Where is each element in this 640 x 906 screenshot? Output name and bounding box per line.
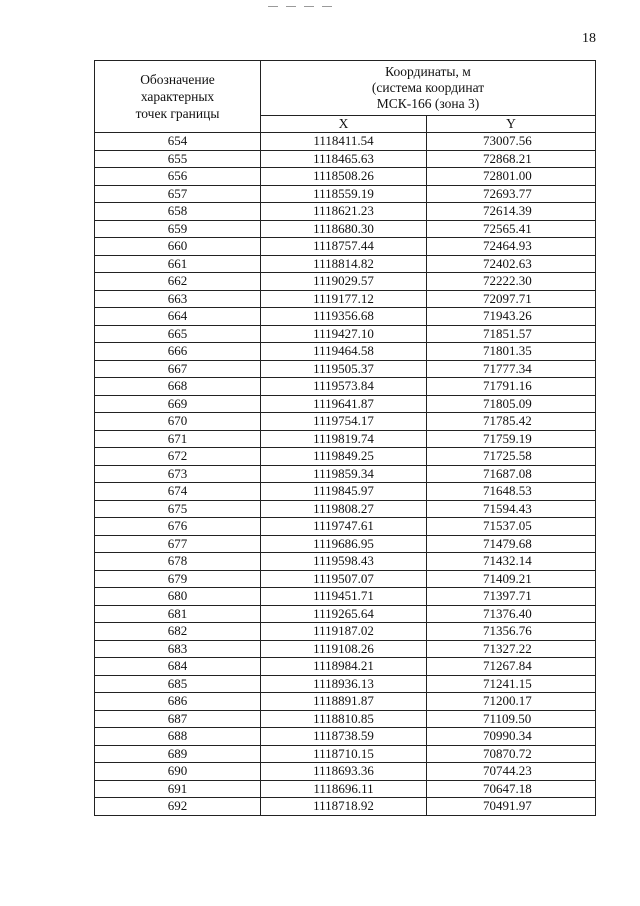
point-cell: 656 <box>95 168 261 186</box>
table-body <box>95 133 596 816</box>
coords-header-line: МСК-166 (зона 3) <box>376 96 480 111</box>
point-cell: 675 <box>95 500 261 518</box>
x-coordinate-cell: 1119177.12 <box>261 290 427 308</box>
y-coordinate-cell: 70491.97 <box>427 798 596 816</box>
scan-mark <box>322 6 332 7</box>
x-coordinate-cell: 1119356.68 <box>261 308 427 326</box>
point-cell: 684 <box>95 658 261 676</box>
table-row <box>95 220 596 238</box>
point-cell: 691 <box>95 780 261 798</box>
point-header-line: Обозначение <box>140 72 215 87</box>
point-cell: 682 <box>95 623 261 641</box>
table-row <box>95 675 596 693</box>
point-cell: 677 <box>95 535 261 553</box>
y-coordinate-cell: 71376.40 <box>427 605 596 623</box>
point-cell: 690 <box>95 763 261 781</box>
table-row <box>95 570 596 588</box>
y-coordinate-cell: 71409.21 <box>427 570 596 588</box>
scan-mark <box>268 6 278 7</box>
point-cell: 662 <box>95 273 261 291</box>
point-cell: 670 <box>95 413 261 431</box>
point-cell: 672 <box>95 448 261 466</box>
table-row <box>95 378 596 396</box>
x-coordinate-cell: 1119598.43 <box>261 553 427 571</box>
coords-header-line: (система координат <box>371 80 485 95</box>
point-cell: 663 <box>95 290 261 308</box>
coordinates-column-header <box>261 61 596 116</box>
point-cell: 671 <box>95 430 261 448</box>
y-coordinate-cell: 71725.58 <box>427 448 596 466</box>
table-row <box>95 413 596 431</box>
x-coordinate-cell: 1118710.15 <box>261 745 427 763</box>
point-cell: 686 <box>95 693 261 711</box>
header-row-top <box>95 61 596 116</box>
table-row <box>95 728 596 746</box>
x-coordinate-cell: 1119108.26 <box>261 640 427 658</box>
y-coordinate-cell: 71397.71 <box>427 588 596 606</box>
point-cell: 669 <box>95 395 261 413</box>
point-cell: 654 <box>95 133 261 151</box>
scan-mark <box>286 6 296 7</box>
y-coordinate-cell: 71759.19 <box>427 430 596 448</box>
y-coordinate-cell: 71200.17 <box>427 693 596 711</box>
point-cell: 679 <box>95 570 261 588</box>
table-row <box>95 150 596 168</box>
y-coordinate-cell: 71109.50 <box>427 710 596 728</box>
point-cell: 664 <box>95 308 261 326</box>
table-row <box>95 623 596 641</box>
page-number: 18 <box>582 31 596 46</box>
y-coordinate-cell: 70990.34 <box>427 728 596 746</box>
table-row <box>95 133 596 151</box>
x-coordinate-cell: 1118891.87 <box>261 693 427 711</box>
point-cell: 674 <box>95 483 261 501</box>
point-cell: 665 <box>95 325 261 343</box>
x-coordinate-cell: 1119573.84 <box>261 378 427 396</box>
y-coordinate-cell: 70744.23 <box>427 763 596 781</box>
y-coordinate-cell: 71943.26 <box>427 308 596 326</box>
table-row <box>95 798 596 816</box>
table-row <box>95 640 596 658</box>
point-cell: 658 <box>95 203 261 221</box>
x-coordinate-cell: 1119859.34 <box>261 465 427 483</box>
x-coordinate-cell: 1119819.74 <box>261 430 427 448</box>
table-row <box>95 290 596 308</box>
x-coordinate-cell: 1119265.64 <box>261 605 427 623</box>
x-coordinate-cell: 1118693.36 <box>261 763 427 781</box>
table-row <box>95 745 596 763</box>
table-row <box>95 710 596 728</box>
table-row <box>95 658 596 676</box>
coords-header-line: Координаты, м <box>385 64 471 79</box>
table-row <box>95 203 596 221</box>
point-cell: 689 <box>95 745 261 763</box>
point-cell: 666 <box>95 343 261 361</box>
point-cell: 685 <box>95 675 261 693</box>
x-coordinate-cell: 1119427.10 <box>261 325 427 343</box>
x-coordinate-cell: 1118696.11 <box>261 780 427 798</box>
table-row <box>95 360 596 378</box>
x-coordinate-cell: 1119747.61 <box>261 518 427 536</box>
x-coordinate-cell: 1119686.95 <box>261 535 427 553</box>
y-coordinate-cell: 71479.68 <box>427 535 596 553</box>
point-cell: 680 <box>95 588 261 606</box>
x-coordinate-cell: 1118680.30 <box>261 220 427 238</box>
table-row <box>95 308 596 326</box>
y-coordinate-cell: 71594.43 <box>427 500 596 518</box>
y-coordinate-cell: 71327.22 <box>427 640 596 658</box>
y-coordinate-cell: 72693.77 <box>427 185 596 203</box>
y-coordinate-cell: 72868.21 <box>427 150 596 168</box>
point-cell: 667 <box>95 360 261 378</box>
x-coordinate-cell: 1118810.85 <box>261 710 427 728</box>
x-coordinate-cell: 1119849.25 <box>261 448 427 466</box>
x-coordinate-cell: 1118814.82 <box>261 255 427 273</box>
y-coordinate-cell: 71356.76 <box>427 623 596 641</box>
table-row <box>95 448 596 466</box>
point-cell: 688 <box>95 728 261 746</box>
y-coordinate-cell: 70647.18 <box>427 780 596 798</box>
x-coordinate-cell: 1119505.37 <box>261 360 427 378</box>
x-coordinate-cell: 1119029.57 <box>261 273 427 291</box>
point-header-line: характерных <box>140 89 215 104</box>
table-row <box>95 273 596 291</box>
y-coordinate-cell: 72097.71 <box>427 290 596 308</box>
x-coordinate-cell: 1118984.21 <box>261 658 427 676</box>
table-row <box>95 465 596 483</box>
x-coordinate-cell: 1119641.87 <box>261 395 427 413</box>
y-coordinate-cell: 71537.05 <box>427 518 596 536</box>
table-row <box>95 535 596 553</box>
y-coordinate-cell: 72614.39 <box>427 203 596 221</box>
table-row <box>95 255 596 273</box>
table-row <box>95 325 596 343</box>
table-row <box>95 238 596 256</box>
x-coordinate-cell: 1118757.44 <box>261 238 427 256</box>
x-coordinate-cell: 1118738.59 <box>261 728 427 746</box>
x-coordinate-cell: 1118465.63 <box>261 150 427 168</box>
y-coordinate-cell: 72222.30 <box>427 273 596 291</box>
table-row <box>95 693 596 711</box>
table-row <box>95 168 596 186</box>
y-coordinate-cell: 71267.84 <box>427 658 596 676</box>
x-coordinate-cell: 1119451.71 <box>261 588 427 606</box>
table-row <box>95 395 596 413</box>
y-coordinate-cell: 71648.53 <box>427 483 596 501</box>
y-coordinate-cell: 71851.57 <box>427 325 596 343</box>
y-coordinate-cell: 73007.56 <box>427 133 596 151</box>
y-coordinate-cell: 71432.14 <box>427 553 596 571</box>
table-row <box>95 430 596 448</box>
point-cell: 687 <box>95 710 261 728</box>
point-column-header <box>95 61 261 133</box>
x-coordinate-cell: 1119845.97 <box>261 483 427 501</box>
x-coordinate-cell: 1119464.58 <box>261 343 427 361</box>
table-row <box>95 343 596 361</box>
table-header <box>95 61 596 133</box>
scan-mark <box>304 6 314 7</box>
y-coordinate-cell: 70870.72 <box>427 745 596 763</box>
point-cell: 692 <box>95 798 261 816</box>
table-row <box>95 588 596 606</box>
point-cell: 659 <box>95 220 261 238</box>
x-coordinate-cell: 1119507.07 <box>261 570 427 588</box>
table-row <box>95 763 596 781</box>
point-cell: 668 <box>95 378 261 396</box>
y-coordinate-cell: 71777.34 <box>427 360 596 378</box>
scan-marks <box>268 4 338 8</box>
y-coordinate-cell: 72801.00 <box>427 168 596 186</box>
y-column-header: Y <box>427 116 596 133</box>
x-coordinate-cell: 1119187.02 <box>261 623 427 641</box>
point-cell: 673 <box>95 465 261 483</box>
x-coordinate-cell: 1118718.92 <box>261 798 427 816</box>
y-coordinate-cell: 72464.93 <box>427 238 596 256</box>
table-row <box>95 553 596 571</box>
x-coordinate-cell: 1119808.27 <box>261 500 427 518</box>
x-column-header: X <box>261 116 427 133</box>
y-coordinate-cell: 71785.42 <box>427 413 596 431</box>
point-cell: 655 <box>95 150 261 168</box>
point-cell: 657 <box>95 185 261 203</box>
x-coordinate-cell: 1118936.13 <box>261 675 427 693</box>
x-coordinate-cell: 1118411.54 <box>261 133 427 151</box>
table-row <box>95 780 596 798</box>
x-coordinate-cell: 1118508.26 <box>261 168 427 186</box>
y-coordinate-cell: 71791.16 <box>427 378 596 396</box>
y-coordinate-cell: 71805.09 <box>427 395 596 413</box>
point-cell: 660 <box>95 238 261 256</box>
point-cell: 678 <box>95 553 261 571</box>
point-header-line: точек границы <box>135 106 220 121</box>
x-coordinate-cell: 1118559.19 <box>261 185 427 203</box>
point-cell: 681 <box>95 605 261 623</box>
y-coordinate-cell: 71801.35 <box>427 343 596 361</box>
table-row <box>95 605 596 623</box>
y-coordinate-cell: 72565.41 <box>427 220 596 238</box>
table-row <box>95 500 596 518</box>
table-row <box>95 185 596 203</box>
table-row <box>95 518 596 536</box>
point-cell: 683 <box>95 640 261 658</box>
point-cell: 661 <box>95 255 261 273</box>
point-cell: 676 <box>95 518 261 536</box>
coordinates-table <box>94 60 596 816</box>
y-coordinate-cell: 72402.63 <box>427 255 596 273</box>
y-coordinate-cell: 71687.08 <box>427 465 596 483</box>
y-coordinate-cell: 71241.15 <box>427 675 596 693</box>
x-coordinate-cell: 1118621.23 <box>261 203 427 221</box>
table-row <box>95 483 596 501</box>
x-coordinate-cell: 1119754.17 <box>261 413 427 431</box>
